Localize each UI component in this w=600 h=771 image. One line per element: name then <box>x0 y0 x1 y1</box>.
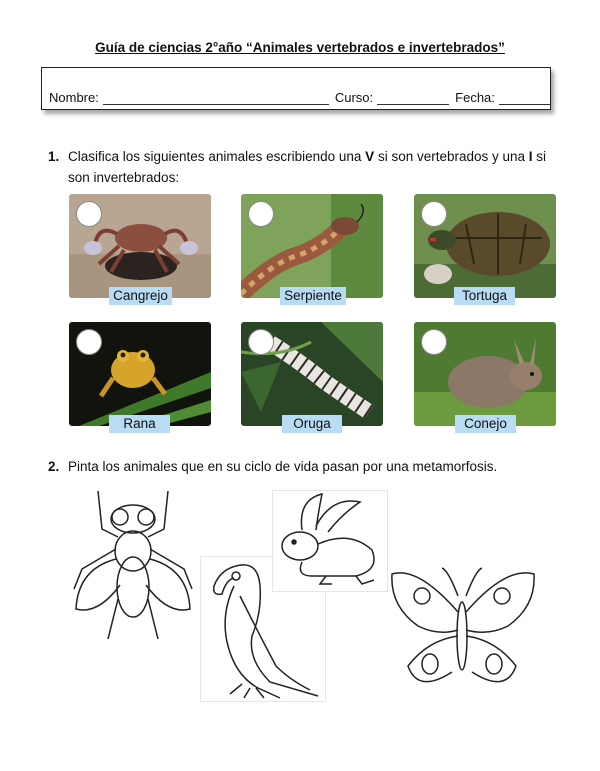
crab-answer-circle[interactable] <box>76 201 102 227</box>
rabbit-drawing[interactable] <box>272 490 388 592</box>
rabbit-label: Conejo <box>455 415 516 433</box>
question-1-text-b: si son vertebrados y una <box>374 149 529 164</box>
butterfly-icon <box>388 566 536 696</box>
frog-label: Rana <box>109 415 170 433</box>
date-field[interactable] <box>499 92 551 105</box>
fly-drawing[interactable] <box>68 489 198 649</box>
butterfly-drawing[interactable] <box>388 566 536 696</box>
rabbit-photo <box>414 322 556 426</box>
turtle-photo <box>414 194 556 298</box>
rabbit-outline-icon <box>272 490 388 592</box>
crab-label: Cangrejo <box>109 287 172 305</box>
turtle-label: Tortuga <box>454 287 515 305</box>
question-2 <box>48 456 568 477</box>
date-label: Fecha: <box>455 90 495 105</box>
student-info-row <box>49 90 557 105</box>
course-field[interactable] <box>377 92 449 105</box>
question-2-number: 2. <box>48 459 60 474</box>
rabbit-answer-circle[interactable] <box>421 329 447 355</box>
question-1-v: V <box>365 149 375 164</box>
question-1-text-a: Clasifica los siguientes animales escribiendo una <box>68 149 366 164</box>
crab-photo <box>69 194 211 298</box>
fly-icon <box>68 489 198 649</box>
caterpillar-label: Oruga <box>282 415 342 433</box>
course-label: Curso: <box>334 90 374 105</box>
question-1-text-c: si son invertebrados: <box>68 149 547 185</box>
question-1 <box>48 146 568 188</box>
page-title: Guía de ciencias 2°año “Animales vertebrados e invertebrados” <box>95 40 505 55</box>
student-info-box <box>41 67 551 110</box>
question-1-number: 1. <box>48 149 60 164</box>
name-label: Nombre: <box>49 90 99 105</box>
caterpillar-photo <box>241 322 383 426</box>
snake-photo <box>241 194 383 298</box>
caterpillar-answer-circle[interactable] <box>248 329 274 355</box>
frog-photo <box>69 322 211 426</box>
snake-answer-circle[interactable] <box>248 201 274 227</box>
question-1-i: I <box>528 149 533 164</box>
question-2-text: Pinta los animales que en su ciclo de vida pasan por una metamorfosis. <box>68 459 498 474</box>
name-field[interactable] <box>103 92 329 105</box>
frog-answer-circle[interactable] <box>76 329 102 355</box>
snake-label: Serpiente <box>280 287 346 305</box>
turtle-answer-circle[interactable] <box>421 201 447 227</box>
